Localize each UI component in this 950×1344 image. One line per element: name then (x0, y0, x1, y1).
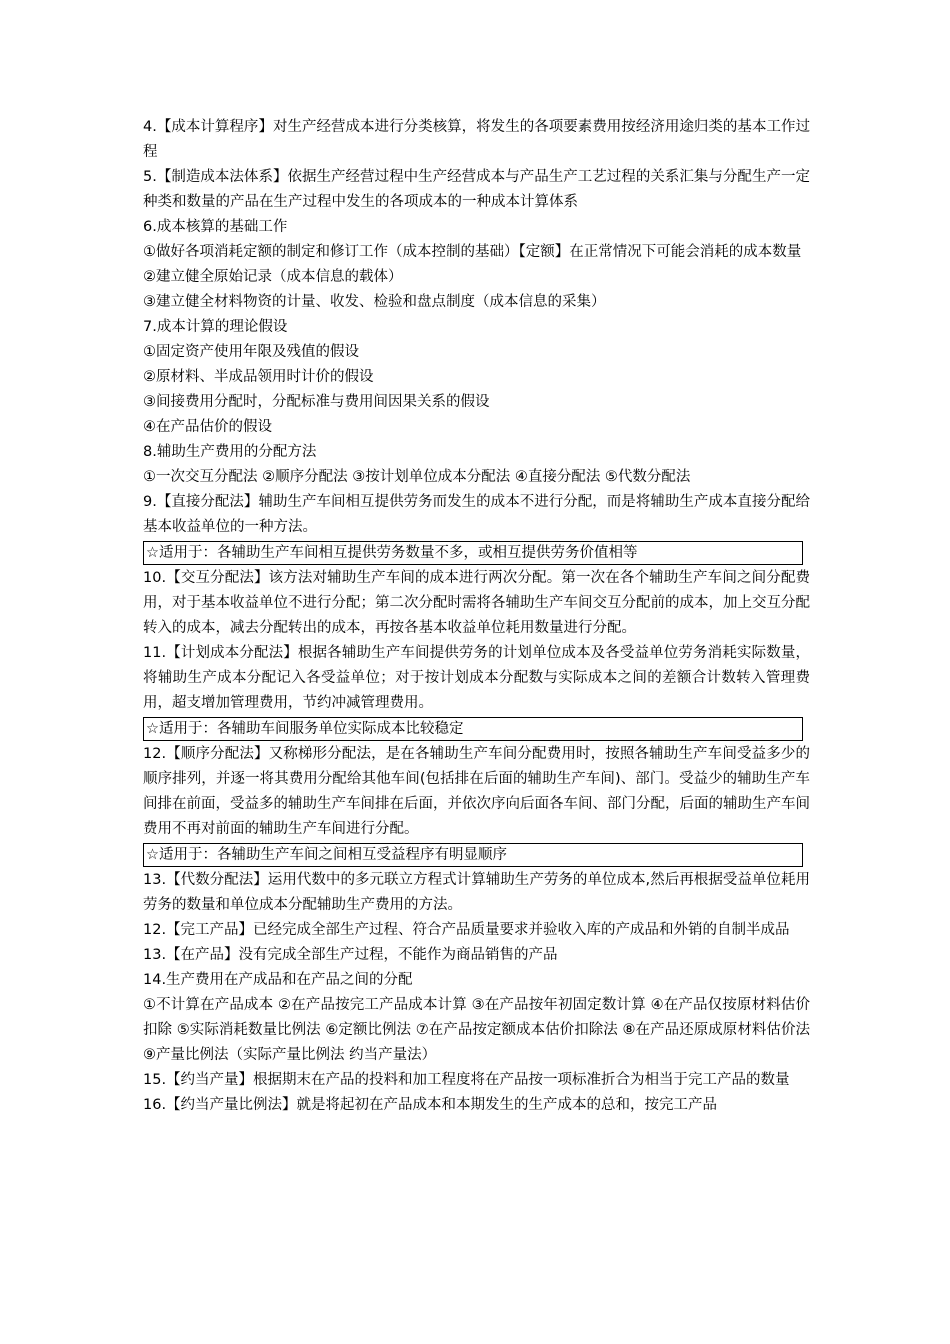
list-item: ①做好各项消耗定额的制定和修订工作（成本控制的基础）【定额】在正常情况下可能会消耗的成本数量 (143, 244, 802, 260)
paragraph-item-13b: 13.【在产品】没有完成全部生产过程，不能作为商品销售的产品 (143, 947, 558, 963)
paragraph-item-12: 12.【顺序分配法】又称梯形分配法，是在各辅助生产车间分配费用时，按照各辅助生产车间受益多少的顺序排列，并逐一将其费用分配给其他车间(包括排在后面的辅助生产车间)、部门。受益少的辅助生产车间排在前面，受益多的辅助生产车间排在后面，并依次序向后面各车间、部门分配，后面的辅助生产车间费用不再对前面的辅助生产车间进行分配。 (143, 746, 810, 837)
section-heading-8: 8.辅助生产费用的分配方法 (143, 444, 317, 460)
paragraph-item-13: 13.【代数分配法】运用代数中的多元联立方程式计算辅助生产劳务的单位成本,然后再根据受益单位耗用劳务的数量和单位成本分配辅助生产费用的方法。 (143, 872, 810, 913)
paragraph-item-11: 11.【计划成本分配法】根据各辅助生产车间提供劳务的计划单位成本及各受益单位劳务消耗实际数量，将辅助生产成本分配记入各受益单位；对于按计划成本分配数与实际成本之间的差额合计数转入管理费用，超支增加管理费用，节约冲减管理费用。 (143, 645, 810, 711)
paragraph-item-10: 10.【交互分配法】该方法对辅助生产车间的成本进行两次分配。第一次在各个辅助生产车间之间分配费用，对于基本收益单位不进行分配；第二次分配时需将各辅助生产车间交互分配前的成本，加上交互分配转入的成本，减去分配转出的成本，再按各基本收益单位耗用数量进行分配。 (143, 570, 810, 636)
applicability-note-box: ☆适用于：各辅助生产车间相互提供劳务数量不多，或相互提供劳务价值相等 (143, 541, 803, 565)
list-item: ①一次交互分配法 ②顺序分配法 ③按计划单位成本分配法 ④直接分配法 ⑤代数分配法 (143, 469, 691, 485)
paragraph-item-9: 9.【直接分配法】辅助生产车间相互提供劳务而发生的成本不进行分配，而是将辅助生产成本直接分配给基本收益单位的一种方法。 (143, 494, 810, 535)
paragraph-item-12b: 12.【完工产品】已经完成全部生产过程、符合产品质量要求并验收入库的产成品和外销的自制半成品 (143, 922, 790, 938)
list-item: ③间接费用分配时，分配标准与费用间因果关系的假设 (143, 394, 490, 410)
document-page (143, 115, 810, 1118)
list-item: ③建立健全材料物资的计量、收发、检验和盘点制度（成本信息的采集） (143, 294, 606, 310)
section-heading-6: 6.成本核算的基础工作 (143, 219, 288, 235)
list-item: ①不计算在产品成本 ②在产品按完工产品成本计算 ③在产品按年初固定数计算 ④在产品仅按原材料估价扣除 ⑤实际消耗数量比例法 ⑥定额比例法 ⑦在产品按定额成本估价扣除法 ⑧在产品还原成原材料估价法 ⑨产量比例法（实际产量比例法 约当产量法） (143, 997, 810, 1063)
list-item: ①固定资产使用年限及残值的假设 (143, 344, 359, 360)
paragraph-item-16: 16.【约当产量比例法】就是将起初在产品成本和本期发生的生产成本的总和，按完工产品 (143, 1097, 718, 1113)
paragraph-item-4: 4.【成本计算程序】对生产经营成本进行分类核算，将发生的各项要素费用按经济用途归类的基本工作过程 (143, 119, 810, 160)
paragraph-item-5: 5.【制造成本法体系】依据生产经营过程中生产经营成本与产品生产工艺过程的关系汇集与分配生产一定种类和数量的产品在生产过程中发生的各项成本的一种成本计算体系 (143, 169, 810, 210)
applicability-note-box: ☆适用于：各辅助生产车间之间相互受益程序有明显顺序 (143, 843, 803, 867)
applicability-note-box: ☆适用于：各辅助车间服务单位实际成本比较稳定 (143, 717, 803, 741)
list-item: ②原材料、半成品领用时计价的假设 (143, 369, 374, 385)
list-item: ②建立健全原始记录（成本信息的载体） (143, 269, 403, 285)
paragraph-item-15: 15.【约当产量】根据期末在产品的投料和加工程度将在产品按一项标准折合为相当于完工产品的数量 (143, 1072, 790, 1088)
list-item: ④在产品估价的假设 (143, 419, 272, 435)
section-heading-7: 7.成本计算的理论假设 (143, 319, 288, 335)
section-heading-14: 14.生产费用在产成品和在产品之间的分配 (143, 972, 413, 988)
